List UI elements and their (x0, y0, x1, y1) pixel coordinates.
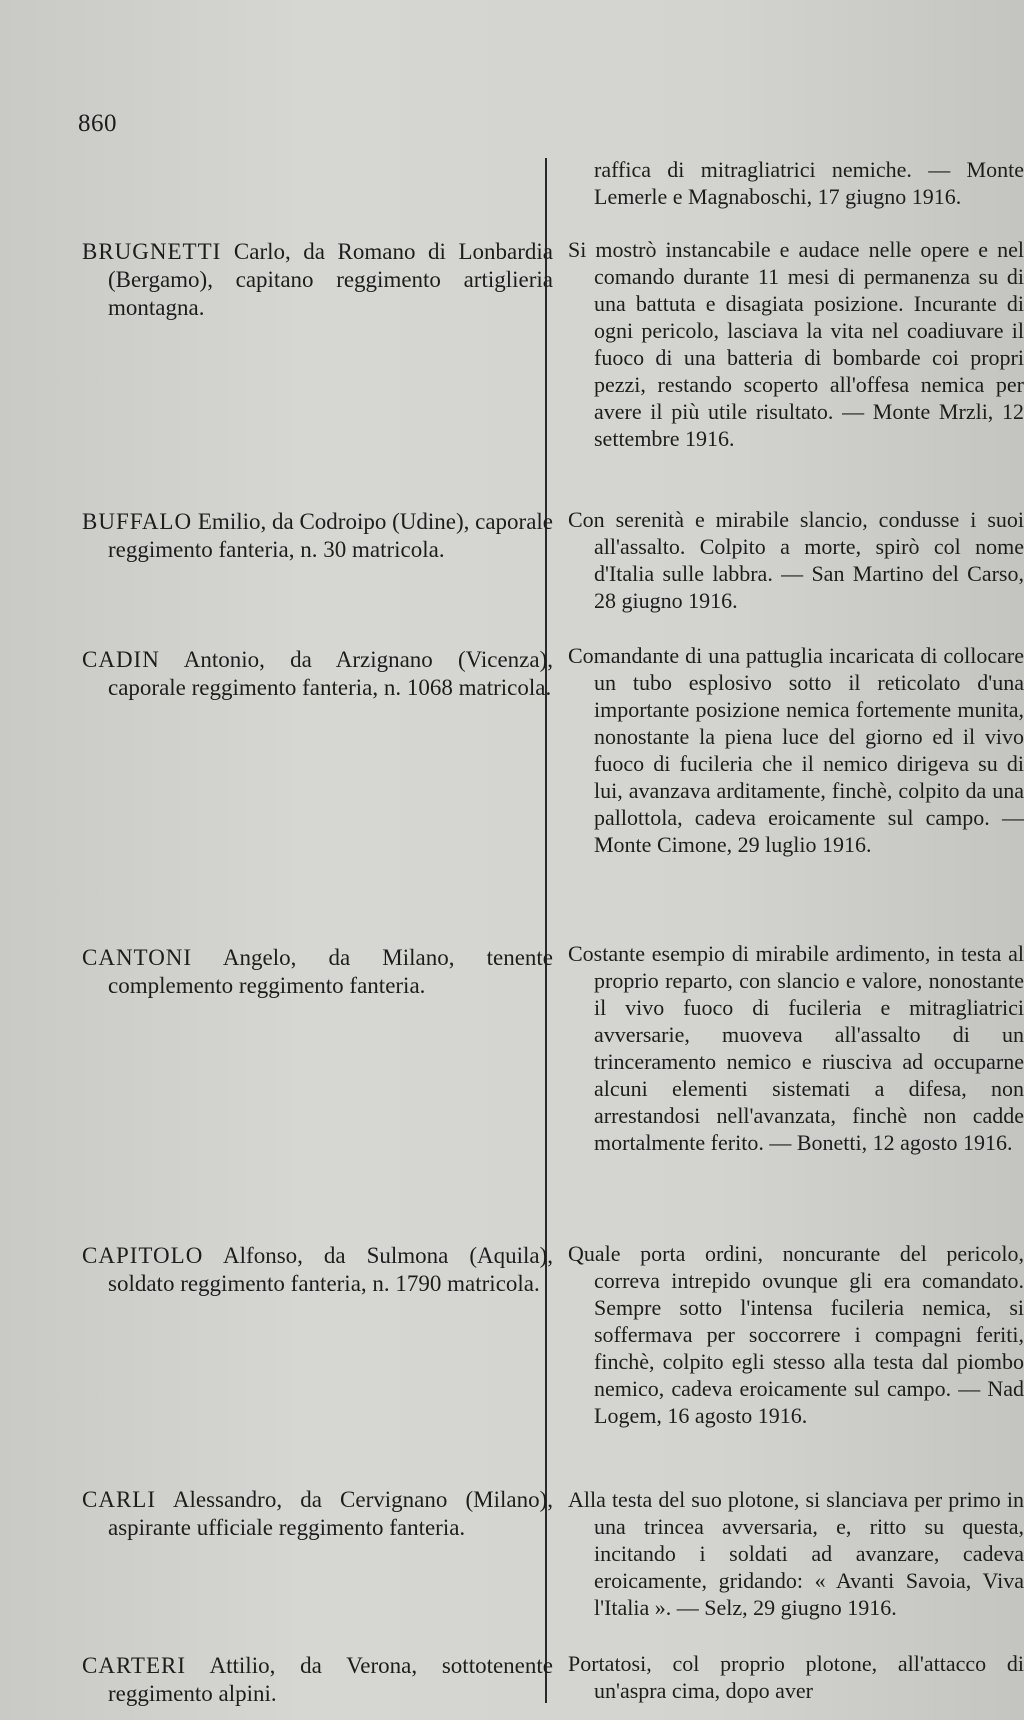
citation-carli (568, 1486, 1024, 1621)
citation-cadin (568, 642, 1024, 858)
name-details: Carlo, da Romano di Lonbardia (Bergamo), capitano reggimento artiglieria montagna. (108, 239, 554, 320)
citation-capitolo (568, 1240, 1024, 1429)
citation-brugnetti (568, 236, 1024, 452)
column-divider (545, 158, 547, 1703)
page-number: 860 (78, 110, 117, 137)
citation-buffalo (568, 506, 1024, 614)
citation-text: Costante esempio di mirabile ardimento, in testa al proprio reparto, con slancio e valore, nonostante il vivo fuoco di fucileria e mitragliatrici avversarie, muoveva all'assalto di un trinceramento nemico e riusciva ad occuparne alcuni elementi sistemati a difesa, non arrestandosi nell'avanzata, finchè non cadde mortalmente ferito. — Bonetti, 12 agosto 1916. (568, 941, 1024, 1155)
citation-carteri (568, 1650, 1024, 1704)
name-details: Antonio, da Arzignano (Vicenza), caporale reggimento fanteria, n. 1068 matricola. (108, 647, 553, 700)
name-entry-cantoni (82, 944, 553, 1000)
name-details: Alfonso, da Sulmona (Aquila), soldato reggimento fanteria, n. 1790 matricola. (108, 1243, 553, 1296)
citation-text: Portatosi, col proprio plotone, all'attacco di un'aspra cima, dopo aver (568, 1651, 1024, 1703)
citation-text: Si mostrò instancabile e audace nelle opere e nel comando durante 11 mesi di permanenza su di una battuta e disagiata posizione. Incurante di ogni pericolo, lasciava la vita nel coadiuvare il fuoco di una batteria di bombarde coi propri pezzi, restando scoperto all'offesa nemica per avere il più utile risultato. — Monte Mrzli, 12 settembre 1916. (568, 237, 1024, 451)
name-details: Emilio, da Codroipo (Udine), caporale reggimento fanteria, n. 30 matricola. (108, 509, 554, 562)
surname: CADIN (82, 647, 160, 672)
name-entry-buffalo (82, 508, 553, 564)
surname: CARTERI (82, 1653, 187, 1678)
citation-text: Alla testa del suo plotone, si slanciava per primo in una trincea avversaria, e, ritto su questa, incitando i soldati ad avanzare, cadeva eroicamente, gridando: « Avanti Savoia, Viva l'Italia ». — Selz, 29 giugno 1916. (568, 1487, 1024, 1620)
citation-continued (568, 156, 1024, 210)
name-entry-cadin (82, 646, 553, 702)
surname: BUFFALO (82, 509, 193, 534)
name-details: Attilio, da Verona, sottotenente reggimento alpini. (108, 1653, 553, 1706)
citation-cantoni (568, 940, 1024, 1156)
surname: CANTONI (82, 945, 193, 970)
citation-text: raffica di mitragliatrici nemiche. — Monte Lemerle e Magnaboschi, 17 giugno 1916. (594, 157, 1024, 209)
name-details: Alessandro, da Cervignano (Milano), aspirante ufficiale reggimento fanteria. (108, 1487, 553, 1540)
surname: CAPITOLO (82, 1243, 204, 1268)
surname: BRUGNETTI (82, 239, 222, 264)
name-details: Angelo, da Milano, tenente complemento reggimento fanteria. (108, 945, 554, 998)
name-entry-brugnetti (82, 238, 553, 322)
citation-text: Con serenità e mirabile slancio, condusse i suoi all'assalto. Colpito a morte, spirò col nome d'Italia sulle labbra. — San Martino del Carso, 28 giugno 1916. (568, 507, 1024, 613)
name-entry-carteri (82, 1652, 553, 1708)
name-entry-capitolo (82, 1242, 553, 1298)
citation-text: Quale porta ordini, noncurante del pericolo, correva intrepido ovunque gli era comandato. Sempre sotto l'intensa fucileria nemica, si soffermava per soccorrere i compagni feriti, finchè, colpito egli stesso alla testa dal piombo nemico, cadeva eroicamente sul campo. — Nad Logem, 16 agosto 1916. (568, 1241, 1024, 1428)
name-entry-carli (82, 1486, 553, 1542)
citation-text: Comandante di una pattuglia incaricata di collocare un tubo esplosivo sotto il reticolato d'una importante posizione nemica fortemente munita, nonostante la piena luce del giorno ed il vivo fuoco di fucileria che il nemico dirigeva su di lui, avanzava arditamente, finchè, colpito da una pallottola, cadeva eroicamente sul campo. — Monte Cimone, 29 luglio 1916. (568, 643, 1024, 857)
surname: CARLI (82, 1487, 156, 1512)
